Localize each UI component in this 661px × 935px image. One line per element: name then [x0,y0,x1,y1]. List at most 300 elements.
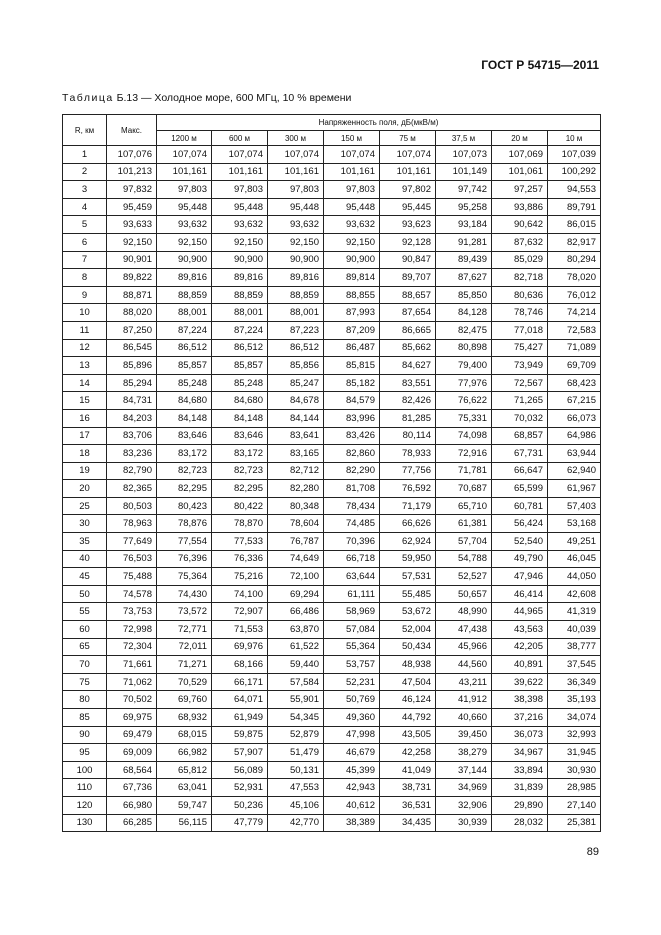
value-cell: 97,803 [268,181,324,199]
value-cell: 76,622 [436,392,492,410]
table-row [63,691,601,709]
value-cell: 87,627 [436,269,492,287]
value-cell: 85,248 [157,374,212,392]
value-cell: 107,073 [436,146,492,164]
value-cell: 97,803 [212,181,268,199]
value-cell: 89,791 [548,198,601,216]
value-cell: 93,632 [212,216,268,234]
distance-cell: 90 [63,726,107,744]
value-cell: 84,148 [212,409,268,427]
value-cell: 85,815 [324,357,380,375]
value-cell: 84,627 [380,357,436,375]
value-cell: 74,430 [157,585,212,603]
max-value-cell: 68,564 [107,761,157,779]
value-cell: 84,579 [324,392,380,410]
distance-cell: 14 [63,374,107,392]
value-cell: 61,967 [548,480,601,498]
value-cell: 82,712 [268,462,324,480]
distance-cell: 110 [63,779,107,797]
value-cell: 70,396 [324,533,380,551]
value-cell: 85,856 [268,357,324,375]
header-height-3: 150 м [324,131,380,146]
value-cell: 47,553 [268,779,324,797]
table-row [63,726,601,744]
value-cell: 80,636 [492,286,548,304]
value-cell: 93,632 [324,216,380,234]
value-cell: 83,165 [268,445,324,463]
value-cell: 41,049 [380,761,436,779]
value-cell: 42,770 [268,814,324,832]
value-cell: 40,039 [548,621,601,639]
max-value-cell: 69,009 [107,744,157,762]
value-cell: 86,665 [380,321,436,339]
table-row [63,515,601,533]
value-cell: 76,336 [212,550,268,568]
table-row [63,603,601,621]
value-cell: 44,050 [548,568,601,586]
table-row [63,374,601,392]
table-row [63,286,601,304]
distance-cell: 65 [63,638,107,656]
header-height-1: 600 м [212,131,268,146]
value-cell: 107,074 [324,146,380,164]
value-cell: 69,294 [268,585,324,603]
value-cell: 77,554 [157,533,212,551]
table-row [63,814,601,832]
value-cell: 48,938 [380,656,436,674]
max-value-cell: 71,062 [107,673,157,691]
table-row [63,181,601,199]
value-cell: 83,551 [380,374,436,392]
table-row [63,357,601,375]
value-cell: 107,074 [380,146,436,164]
value-cell: 28,032 [492,814,548,832]
value-cell: 79,400 [436,357,492,375]
value-cell: 82,295 [157,480,212,498]
value-cell: 95,448 [157,198,212,216]
max-value-cell: 83,706 [107,427,157,445]
value-cell: 45,106 [268,796,324,814]
distance-cell: 85 [63,709,107,727]
value-cell: 74,100 [212,585,268,603]
value-cell: 83,646 [212,427,268,445]
value-cell: 88,859 [212,286,268,304]
value-cell: 76,012 [548,286,601,304]
value-cell: 82,426 [380,392,436,410]
value-cell: 77,976 [436,374,492,392]
value-cell: 52,004 [380,621,436,639]
max-value-cell: 69,975 [107,709,157,727]
header-height-2: 300 м [268,131,324,146]
value-cell: 89,816 [268,269,324,287]
value-cell: 88,859 [268,286,324,304]
value-cell: 64,071 [212,691,268,709]
value-cell: 85,248 [212,374,268,392]
value-cell: 84,678 [268,392,324,410]
header-height-5: 37,5 м [436,131,492,146]
value-cell: 87,654 [380,304,436,322]
value-cell: 35,193 [548,691,601,709]
table-row [63,321,601,339]
value-cell: 27,140 [548,796,601,814]
value-cell: 57,704 [436,533,492,551]
value-cell: 86,512 [157,339,212,357]
value-cell: 56,424 [492,515,548,533]
max-value-cell: 95,459 [107,198,157,216]
max-value-cell: 84,203 [107,409,157,427]
value-cell: 80,348 [268,497,324,515]
value-cell: 94,553 [548,181,601,199]
max-value-cell: 70,502 [107,691,157,709]
value-cell: 90,847 [380,251,436,269]
caption-number: Б.13 [116,92,139,104]
value-cell: 70,687 [436,480,492,498]
value-cell: 86,512 [212,339,268,357]
value-cell: 52,540 [492,533,548,551]
value-cell: 86,015 [548,216,601,234]
distance-cell: 17 [63,427,107,445]
value-cell: 46,679 [324,744,380,762]
table-row [63,480,601,498]
value-cell: 50,434 [380,638,436,656]
value-cell: 107,074 [212,146,268,164]
value-cell: 41,912 [436,691,492,709]
value-cell: 72,100 [268,568,324,586]
max-value-cell: 76,503 [107,550,157,568]
value-cell: 85,029 [492,251,548,269]
value-cell: 43,505 [380,726,436,744]
value-cell: 74,098 [436,427,492,445]
value-cell: 78,020 [548,269,601,287]
distance-cell: 55 [63,603,107,621]
value-cell: 32,906 [436,796,492,814]
max-value-cell: 93,633 [107,216,157,234]
value-cell: 39,622 [492,673,548,691]
caption-text: — Холодное море, 600 МГц, 10 % времени [141,92,352,104]
page-number: 89 [586,846,599,858]
value-cell: 82,917 [548,233,601,251]
value-cell: 40,612 [324,796,380,814]
max-value-cell: 89,822 [107,269,157,287]
value-cell: 85,857 [157,357,212,375]
value-cell: 93,623 [380,216,436,234]
distance-cell: 5 [63,216,107,234]
value-cell: 59,950 [380,550,436,568]
distance-cell: 8 [63,269,107,287]
value-cell: 89,439 [436,251,492,269]
value-cell: 77,756 [380,462,436,480]
distance-cell: 40 [63,550,107,568]
value-cell: 65,599 [492,480,548,498]
max-value-cell: 75,488 [107,568,157,586]
value-cell: 40,891 [492,656,548,674]
distance-cell: 60 [63,621,107,639]
document-standard-header: ГОСТ Р 54715—2011 [481,58,599,72]
value-cell: 81,708 [324,480,380,498]
max-value-cell: 87,250 [107,321,157,339]
value-cell: 59,440 [268,656,324,674]
max-value-cell: 84,731 [107,392,157,410]
value-cell: 40,660 [436,709,492,727]
distance-cell: 7 [63,251,107,269]
value-cell: 66,982 [157,744,212,762]
value-cell: 71,179 [380,497,436,515]
value-cell: 47,438 [436,621,492,639]
value-cell: 83,172 [212,445,268,463]
value-cell: 90,900 [157,251,212,269]
value-cell: 62,940 [548,462,601,480]
value-cell: 69,709 [548,357,601,375]
value-cell: 76,396 [157,550,212,568]
value-cell: 92,150 [157,233,212,251]
max-value-cell: 82,790 [107,462,157,480]
value-cell: 65,812 [157,761,212,779]
value-cell: 74,649 [268,550,324,568]
distance-cell: 80 [63,691,107,709]
value-cell: 56,089 [212,761,268,779]
value-cell: 47,998 [324,726,380,744]
header-height-7: 10 м [548,131,601,146]
max-value-cell: 101,213 [107,163,157,181]
value-cell: 44,560 [436,656,492,674]
value-cell: 72,583 [548,321,601,339]
distance-cell: 75 [63,673,107,691]
table-row [63,761,601,779]
value-cell: 87,224 [157,321,212,339]
value-cell: 30,939 [436,814,492,832]
table-row [63,427,601,445]
value-cell: 80,423 [157,497,212,515]
value-cell: 89,816 [212,269,268,287]
value-cell: 95,448 [268,198,324,216]
value-cell: 93,632 [268,216,324,234]
value-cell: 46,124 [380,691,436,709]
value-cell: 57,584 [268,673,324,691]
value-cell: 37,545 [548,656,601,674]
value-cell: 78,870 [212,515,268,533]
value-cell: 66,486 [268,603,324,621]
value-cell: 73,572 [157,603,212,621]
value-cell: 57,403 [548,497,601,515]
value-cell: 68,932 [157,709,212,727]
value-cell: 72,907 [212,603,268,621]
value-cell: 97,257 [492,181,548,199]
table-body [63,146,601,832]
value-cell: 78,933 [380,445,436,463]
value-cell: 52,931 [212,779,268,797]
value-cell: 82,290 [324,462,380,480]
value-cell: 47,779 [212,814,268,832]
value-cell: 81,285 [380,409,436,427]
value-cell: 95,258 [436,198,492,216]
value-cell: 38,398 [492,691,548,709]
value-cell: 101,161 [268,163,324,181]
value-cell: 77,018 [492,321,548,339]
value-cell: 44,965 [492,603,548,621]
value-cell: 38,389 [324,814,380,832]
value-cell: 41,319 [548,603,601,621]
value-cell: 65,710 [436,497,492,515]
header-height-6: 20 м [492,131,548,146]
value-cell: 68,423 [548,374,601,392]
value-cell: 101,161 [324,163,380,181]
value-cell: 70,529 [157,673,212,691]
distance-cell: 10 [63,304,107,322]
value-cell: 107,074 [268,146,324,164]
distance-cell: 19 [63,462,107,480]
value-cell: 100,292 [548,163,601,181]
value-cell: 49,360 [324,709,380,727]
value-cell: 88,001 [212,304,268,322]
value-cell: 61,522 [268,638,324,656]
header-distance: R, км [63,115,107,146]
value-cell: 82,723 [157,462,212,480]
value-cell: 30,930 [548,761,601,779]
value-cell: 57,907 [212,744,268,762]
value-cell: 61,381 [436,515,492,533]
value-cell: 48,990 [436,603,492,621]
value-cell: 82,475 [436,321,492,339]
table-row [63,621,601,639]
value-cell: 42,943 [324,779,380,797]
value-cell: 45,966 [436,638,492,656]
value-cell: 75,216 [212,568,268,586]
value-cell: 50,769 [324,691,380,709]
value-cell: 43,563 [492,621,548,639]
max-value-cell: 73,753 [107,603,157,621]
value-cell: 61,111 [324,585,380,603]
value-cell: 84,128 [436,304,492,322]
table-row [63,796,601,814]
distance-cell: 25 [63,497,107,515]
value-cell: 72,771 [157,621,212,639]
value-cell: 52,879 [268,726,324,744]
distance-cell: 16 [63,409,107,427]
value-cell: 67,215 [548,392,601,410]
table-row [63,146,601,164]
value-cell: 64,986 [548,427,601,445]
distance-cell: 70 [63,656,107,674]
max-value-cell: 97,832 [107,181,157,199]
value-cell: 78,876 [157,515,212,533]
value-cell: 97,803 [324,181,380,199]
table-row [63,585,601,603]
table-row [63,251,601,269]
value-cell: 63,870 [268,621,324,639]
table-row [63,744,601,762]
distance-cell: 95 [63,744,107,762]
value-cell: 49,790 [492,550,548,568]
distance-cell: 13 [63,357,107,375]
value-cell: 97,802 [380,181,436,199]
value-cell: 80,422 [212,497,268,515]
max-value-cell: 88,020 [107,304,157,322]
value-cell: 37,144 [436,761,492,779]
value-cell: 47,946 [492,568,548,586]
value-cell: 78,746 [492,304,548,322]
value-cell: 50,657 [436,585,492,603]
value-cell: 38,777 [548,638,601,656]
value-cell: 88,001 [157,304,212,322]
value-cell: 72,011 [157,638,212,656]
value-cell: 59,747 [157,796,212,814]
value-cell: 69,760 [157,691,212,709]
table-row [63,392,601,410]
value-cell: 88,001 [268,304,324,322]
value-cell: 92,128 [380,233,436,251]
value-cell: 69,976 [212,638,268,656]
value-cell: 57,084 [324,621,380,639]
header-field-strength: Напряженность поля, дБ(мкВ/м) [157,115,601,131]
value-cell: 97,742 [436,181,492,199]
distance-cell: 12 [63,339,107,357]
value-cell: 37,216 [492,709,548,727]
value-cell: 38,731 [380,779,436,797]
distance-cell: 100 [63,761,107,779]
value-cell: 88,859 [157,286,212,304]
value-cell: 101,149 [436,163,492,181]
value-cell: 85,857 [212,357,268,375]
distance-cell: 130 [63,814,107,832]
max-value-cell: 92,150 [107,233,157,251]
distance-cell: 1 [63,146,107,164]
max-value-cell: 107,076 [107,146,157,164]
value-cell: 66,647 [492,462,548,480]
value-cell: 90,900 [268,251,324,269]
value-cell: 55,901 [268,691,324,709]
value-cell: 68,857 [492,427,548,445]
max-value-cell: 72,998 [107,621,157,639]
max-value-cell: 77,649 [107,533,157,551]
value-cell: 50,236 [212,796,268,814]
distance-cell: 4 [63,198,107,216]
value-cell: 70,032 [492,409,548,427]
value-cell: 66,626 [380,515,436,533]
value-cell: 91,281 [436,233,492,251]
table-row [63,638,601,656]
value-cell: 80,898 [436,339,492,357]
value-cell: 59,875 [212,726,268,744]
value-cell: 39,450 [436,726,492,744]
value-cell: 87,209 [324,321,380,339]
value-cell: 52,527 [436,568,492,586]
value-cell: 92,150 [268,233,324,251]
value-cell: 60,781 [492,497,548,515]
distance-cell: 9 [63,286,107,304]
max-value-cell: 83,236 [107,445,157,463]
value-cell: 86,487 [324,339,380,357]
value-cell: 32,993 [548,726,601,744]
value-cell: 47,504 [380,673,436,691]
value-cell: 25,381 [548,814,601,832]
value-cell: 97,803 [157,181,212,199]
value-cell: 101,061 [492,163,548,181]
value-cell: 93,632 [157,216,212,234]
value-cell: 101,161 [380,163,436,181]
value-cell: 66,718 [324,550,380,568]
value-cell: 89,707 [380,269,436,287]
value-cell: 101,161 [157,163,212,181]
value-cell: 93,184 [436,216,492,234]
value-cell: 71,265 [492,392,548,410]
value-cell: 73,949 [492,357,548,375]
value-cell: 55,364 [324,638,380,656]
value-cell: 107,069 [492,146,548,164]
max-value-cell: 72,304 [107,638,157,656]
table-row [63,656,601,674]
value-cell: 36,531 [380,796,436,814]
distance-cell: 11 [63,321,107,339]
